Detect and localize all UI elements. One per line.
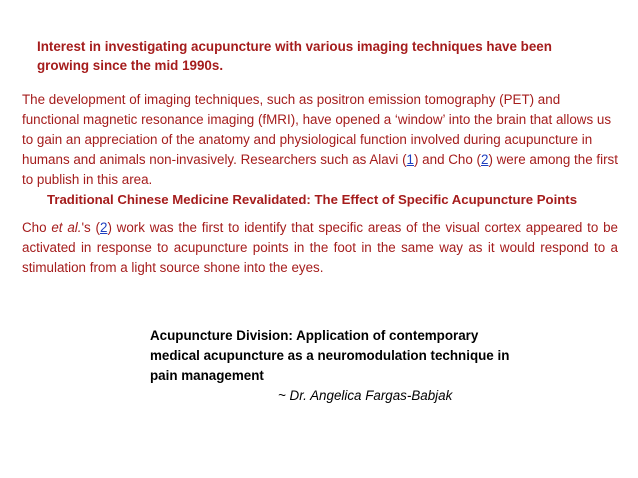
development-text-part-1: The development of imaging techniques, such as positron emission tomography (PET) and functional magnetic resonance imaging (fMRI), have opened a ‘window’ into the brain that allows us to gain an appreciation of the anatomy and physiological function involved during acupuncture in humans and animals non-invasively. Researchers such as Alavi ( <box>22 92 612 167</box>
quote-title: Acupuncture Division: Application of contemporary medical acupuncture as a neuromodulation technique in pain management <box>150 328 510 383</box>
section-subtitle: Traditional Chinese Medicine Revalidated: The Effect of Specific Acupuncture Points <box>47 192 578 207</box>
development-paragraph <box>22 90 618 190</box>
reference-link-2[interactable]: 2 <box>481 152 489 167</box>
cho-study-paragraph <box>22 218 618 278</box>
cho-text-part-3: ) work was the first to identify that specific areas of the visual cortex appeared to be activated in response to acupuncture points in the foot in the same way as it would respond to a stimulation from a light source shone into the eyes. <box>22 220 619 275</box>
slide-heading: Interest in investigating acupuncture with various imaging techniques have been growing since the mid 1990s. <box>37 39 552 73</box>
quote-author: ~ Dr. Angelica Fargas-Babjak <box>278 388 453 403</box>
cho-text-part-1: Cho <box>22 220 52 235</box>
et-al-italic: et al. <box>51 220 82 235</box>
quote-block <box>150 326 510 406</box>
cho-reference-link-2[interactable]: 2 <box>99 220 108 235</box>
reference-link-1[interactable]: 1 <box>406 152 414 167</box>
development-text-part-2: ) and Cho ( <box>414 152 481 167</box>
development-text-part-3: ) were among the first to publish in this area. <box>22 152 618 187</box>
cho-text-part-2: 's ( <box>81 220 100 235</box>
